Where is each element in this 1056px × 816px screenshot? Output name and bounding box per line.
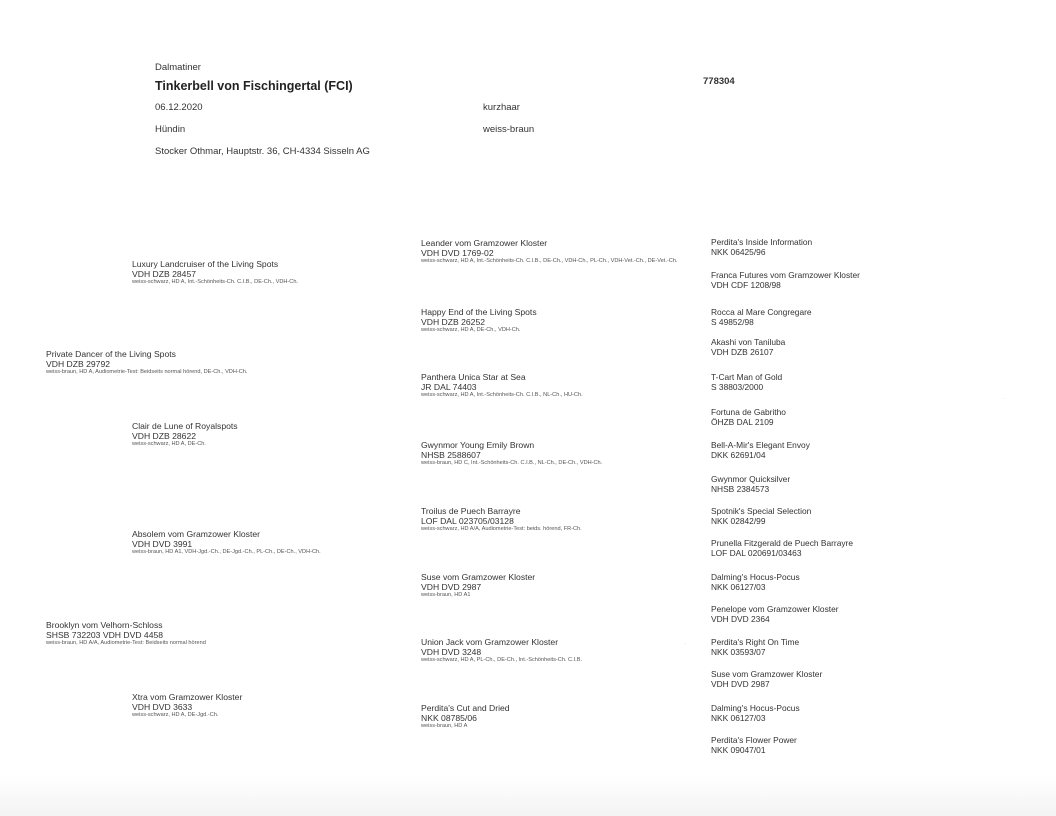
- dog-registration: NKK 09047/01: [711, 745, 766, 755]
- dog-details: weiss-schwarz, HD A, Int.-Schönheits-Ch. C.I.B., DE-Ch., VDH-Ch., PL-Ch., VDH-Vet.-Ch., DE-Vet.-Ch.: [421, 258, 678, 264]
- dog-name: Perdita's Right On Time: [711, 637, 800, 647]
- dog-details: weiss-braun, HD C, Int.-Schönheits-Ch. C.I.B., NL-Ch., DE-Ch., VDH-Ch.: [421, 460, 603, 466]
- pedigree-dam: [46, 620, 206, 647]
- dog-name: Bell-A-Mir's Elegant Envoy: [711, 440, 810, 450]
- pedigree-gen4-entry: [711, 372, 782, 392]
- dog-name: Troilus de Puech Barrayre: [421, 506, 521, 516]
- dog-registration: NKK 08785/06: [421, 713, 477, 723]
- registration-number: 778304: [703, 76, 735, 87]
- dog-name: Dalming's Hocus-Pocus: [711, 572, 800, 582]
- dog-name: Rocca al Mare Congregare: [711, 307, 812, 317]
- dog-details: weiss-schwarz, HD A, Int.-Schönheits-Ch. C.I.B., DE-Ch., VDH-Ch.: [132, 279, 298, 285]
- dog-registration: VDH DVD 3248: [421, 647, 482, 657]
- dog-registration: NKK 06425/96: [711, 247, 766, 257]
- pedigree-gen4-entry: [711, 440, 810, 460]
- dog-registration: NKK 06127/03: [711, 582, 766, 592]
- pedigree-gen4-entry: [711, 407, 786, 427]
- dog-registration: VDH DVD 3991: [132, 539, 193, 549]
- pedigree-gen2-entry: [132, 529, 321, 556]
- scan-speck: ·: [684, 641, 686, 647]
- dog-name: Suse vom Gramzower Kloster: [421, 572, 536, 582]
- dog-name: Perdita's Cut and Dried: [421, 703, 510, 713]
- dog-name: Gwynmor Quicksilver: [711, 474, 791, 484]
- dog-name: Prunella Fitzgerald de Puech Barrayre: [711, 538, 853, 548]
- dog-registration: JR DAL 74403: [421, 382, 477, 392]
- dog-registration: NKK 02842/99: [711, 516, 766, 526]
- dog-registration: NHSB 2588607: [421, 450, 481, 460]
- pedigree-gen4-entry: [711, 506, 811, 526]
- pedigree-gen4-entry: [711, 337, 785, 357]
- dog-details: weiss-braun, HD A/A, Audiometrie-Test: Beidseits normal hörend: [46, 640, 206, 646]
- scan-bottom-shadow: [0, 776, 1056, 816]
- pedigree-gen4-entry: [711, 474, 790, 494]
- pedigree-gen4-entry: [711, 307, 812, 327]
- pedigree-gen4-entry: [711, 703, 800, 723]
- dog-registration: DKK 62691/04: [711, 450, 766, 460]
- dog-name: Dalming's Hocus-Pocus: [711, 703, 800, 713]
- dog-details: weiss-schwarz, HD A, DE-Ch., VDH-Ch.: [421, 327, 521, 333]
- dog-registration: SHSB 732203 VDH DVD 4458: [46, 630, 164, 640]
- dog-name: Perdita's Flower Power: [711, 735, 797, 745]
- birth-date: 06.12.2020: [155, 102, 203, 113]
- dog-registration: S 38803/2000: [711, 382, 764, 392]
- dog-name: Clair de Lune of Royalspots: [132, 421, 238, 431]
- pedigree-gen3-entry: [421, 637, 582, 664]
- dog-registration: VDH DZB 28622: [132, 431, 197, 441]
- dog-name: Happy End of the Living Spots: [421, 307, 537, 317]
- dog-registration: VDH DZB 28457: [132, 269, 197, 279]
- dog-registration: VDH CDF 1208/98: [711, 280, 781, 290]
- coat-type: kurzhaar: [483, 102, 520, 113]
- dog-registration: VDH DZB 26107: [711, 347, 774, 357]
- pedigree-gen4-entry: [711, 270, 860, 290]
- dog-registration: VDH DVD 2364: [711, 614, 770, 624]
- pedigree-gen3-entry: [421, 572, 535, 599]
- pedigree-sire: [46, 349, 247, 376]
- dog-registration: VDH DVD 2987: [421, 582, 482, 592]
- pedigree-gen3-entry: [421, 307, 537, 334]
- color-label: weiss-braun: [483, 124, 535, 135]
- breed-label: Dalmatiner: [155, 62, 201, 73]
- dog-details: weiss-schwarz, HD A/A, Audiometrie-Test: beids. hörend, FR-Ch.: [421, 526, 582, 532]
- dog-name: Brooklyn vom Velhorn-Schloss: [46, 620, 163, 630]
- dog-registration: ÖHZB DAL 2109: [711, 417, 774, 427]
- dog-name: Gwynmor Young Emily Brown: [421, 440, 535, 450]
- dog-name: Perdita's Inside Information: [711, 237, 813, 247]
- pedigree-gen2-entry: [132, 421, 238, 448]
- pedigree-gen2-entry: [132, 692, 242, 719]
- scan-speck: ·: [1003, 396, 1005, 402]
- dog-registration: VDH DVD 1769-02: [421, 248, 494, 258]
- dog-details: weiss-schwarz, HD A, DE-Jgd.-Ch.: [132, 712, 219, 718]
- pedigree-gen4-entry: [711, 572, 800, 592]
- dog-registration: LOF DAL 023705/03128: [421, 516, 514, 526]
- dog-name: Private Dancer of the Living Spots: [46, 349, 176, 359]
- dog-details: weiss-schwarz, HD A, Int.-Schönheits-Ch. C.I.B., NL-Ch., HU-Ch.: [421, 392, 583, 398]
- dog-details: weiss-schwarz, HD A, DE-Ch.: [132, 441, 206, 447]
- dog-name: Suse vom Gramzower Kloster: [711, 669, 823, 679]
- owner-address: Stocker Othmar, Hauptstr. 36, CH-4334 Sisseln AG: [155, 146, 370, 157]
- dog-name-title: Tinkerbell von Fischingertal (FCI): [155, 79, 353, 93]
- dog-registration: VDH DVD 3633: [132, 702, 193, 712]
- dog-name: T-Cart Man of Gold: [711, 372, 783, 382]
- dog-registration: VDH DVD 2987: [711, 679, 770, 689]
- dog-registration: NHSB 2384573: [711, 484, 770, 494]
- pedigree-gen4-entry: [711, 604, 839, 624]
- dog-name: Xtra vom Gramzower Kloster: [132, 692, 243, 702]
- dog-name: Absolem vom Gramzower Kloster: [132, 529, 260, 539]
- pedigree-gen4-entry: [711, 237, 812, 257]
- sex-label: Hündin: [155, 124, 186, 135]
- dog-name: Fortuna de Gabritho: [711, 407, 786, 417]
- pedigree-gen4-entry: [711, 637, 799, 657]
- pedigree-gen3-entry: [421, 703, 510, 730]
- dog-details: weiss-braun, HD A1, VDH-Jgd.-Ch., DE-Jgd.-Ch., PL-Ch., DE-Ch., VDH-Ch.: [132, 549, 321, 555]
- dog-details: weiss-braun, HD A: [421, 723, 468, 729]
- pedigree-gen4-entry: [711, 538, 853, 558]
- dog-name: Union Jack vom Gramzower Kloster: [421, 637, 559, 647]
- dog-details: weiss-braun, HD A, Audiometrie-Test: Beidseits normal hörend, DE-Ch., VDH-Ch.: [46, 369, 248, 375]
- dog-registration: S 49852/98: [711, 317, 754, 327]
- dog-name: Franca Futures vom Gramzower Kloster: [711, 270, 860, 280]
- dog-name: Akashi von Taniluba: [711, 337, 786, 347]
- pedigree-gen3-entry: [421, 506, 582, 533]
- dog-name: Penelope vom Gramzower Kloster: [711, 604, 839, 614]
- pedigree-gen2-entry: [132, 259, 298, 286]
- pedigree-gen4-entry: [711, 735, 797, 755]
- dog-name: Panthera Unica Star at Sea: [421, 372, 526, 382]
- dog-details: weiss-schwarz, HD A, PL-Ch., DE-Ch., Int.-Schönheits-Ch. C.I.B.: [421, 657, 583, 663]
- dog-registration: LOF DAL 020691/03463: [711, 548, 802, 558]
- dog-name: Leander vom Gramzower Kloster: [421, 238, 548, 248]
- dog-name: Luxury Landcruiser of the Living Spots: [132, 259, 279, 269]
- dog-name: Spotnik's Special Selection: [711, 506, 812, 516]
- dog-registration: NKK 03593/07: [711, 647, 766, 657]
- dog-registration: VDH DZB 29792: [46, 359, 111, 369]
- pedigree-gen3-entry: [421, 238, 691, 265]
- pedigree-gen4-entry: [711, 669, 822, 689]
- dog-registration: NKK 06127/03: [711, 713, 766, 723]
- pedigree-gen3-entry: [421, 440, 602, 467]
- dog-registration: VDH DZB 26252: [421, 317, 486, 327]
- dog-details: weiss-braun, HD A1: [421, 592, 471, 598]
- pedigree-gen3-entry: [421, 372, 583, 399]
